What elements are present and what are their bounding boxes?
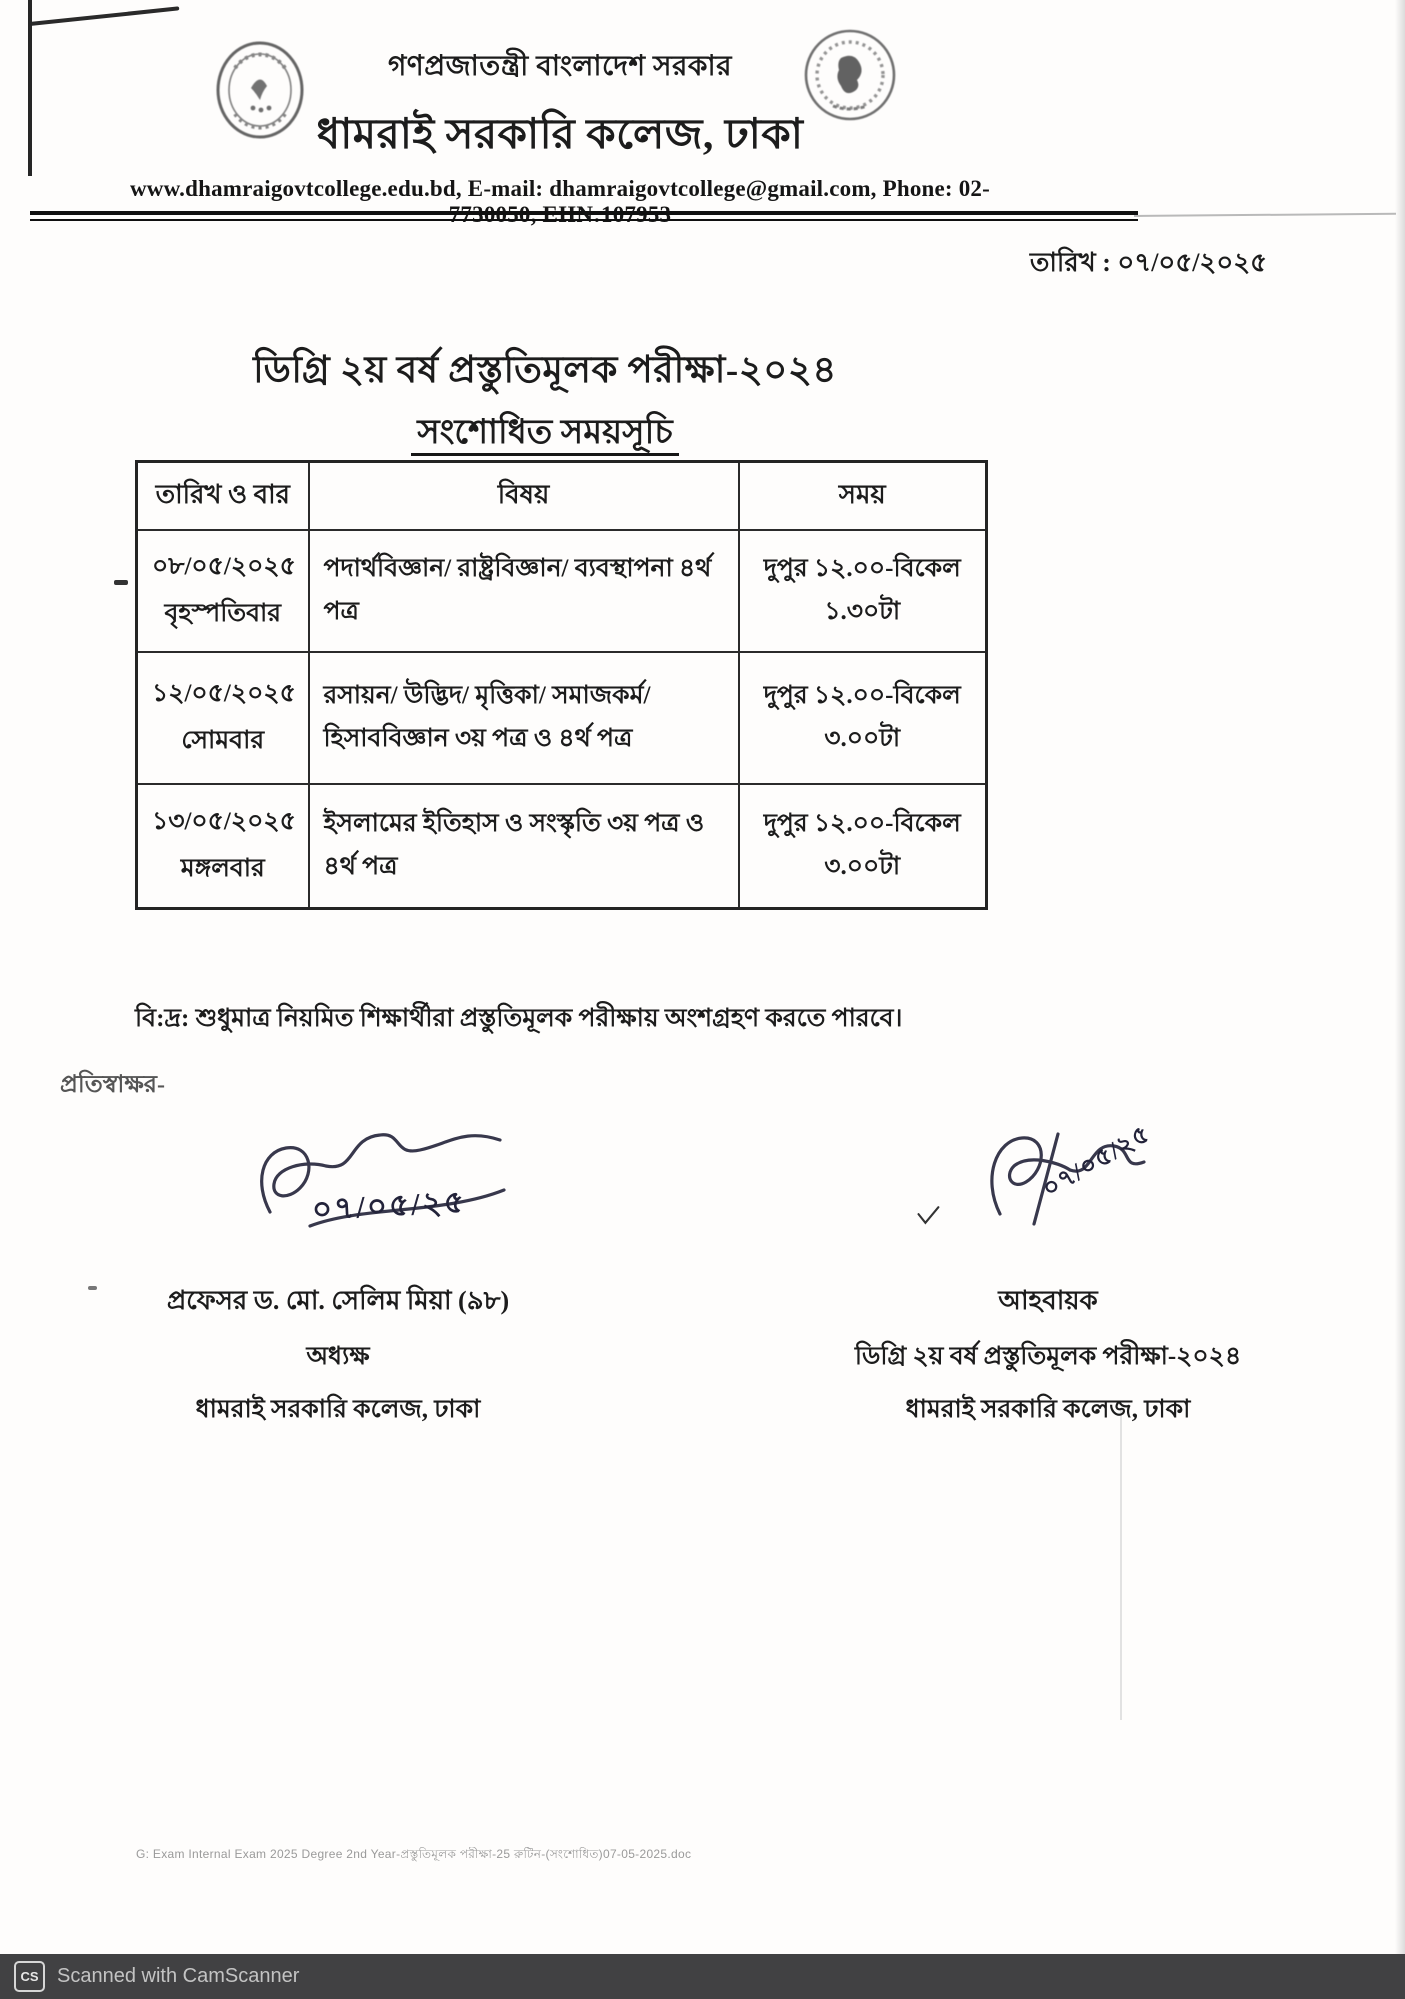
camscanner-watermark-bar	[0, 1954, 1405, 1999]
camscanner-logo: CS	[14, 1961, 45, 1992]
table-row	[137, 652, 987, 784]
column-header-time: সময়	[739, 462, 987, 531]
convener-committee: ডিগ্রি ২য় বর্ষ প্রস্তুতিমূলক পরীক্ষা-২০২৪	[854, 1343, 1242, 1370]
convener-signatory-block	[828, 1280, 1268, 1432]
table-header-row	[137, 462, 987, 531]
principal-institution: ধামরাই সরকারি কলেজ, ঢাকা	[195, 1396, 481, 1423]
cell-subject: ইসলামের ইতিহাস ও সংস্কৃতি ৩য় পত্র ও ৪র্থ পত্র	[309, 784, 739, 909]
column-header-date-day: তারিখ ও বার	[137, 462, 309, 531]
scan-artifact-dash	[88, 1286, 97, 1290]
cell-time: দুপুর ১২.০০-বিকেল ৩.০০টা	[739, 784, 987, 909]
document-title: ডিগ্রি ২য় বর্ষ প্রস্তুতিমূলক পরীক্ষা-২০২৪	[253, 350, 837, 391]
exam-date: ১৩/০৫/২০২৫	[152, 808, 296, 835]
college-logo	[215, 40, 305, 140]
exam-day: সোমবার	[181, 727, 265, 754]
scan-artifact-streak	[1120, 1410, 1122, 1720]
document-subtitle-text: সংশোধিত সময়সূচি	[411, 414, 678, 456]
camscanner-label: Scanned with CamScanner	[57, 1965, 300, 1987]
scan-artifact-left-line	[28, 0, 32, 176]
convener-designation: আহবায়ক	[998, 1286, 1098, 1315]
scan-artifact-dash	[114, 580, 128, 585]
header-divider-extension	[1134, 213, 1396, 217]
exam-day: বৃহস্পতিবার	[164, 600, 282, 627]
principal-designation: অধ্যক্ষ	[306, 1343, 370, 1370]
exam-date: ১২/০৫/২০২৫	[152, 680, 296, 707]
document-subtitle	[135, 406, 955, 463]
government-line: গণপ্রজাতন্ত্রী বাংলাদেশ সরকার	[387, 51, 733, 82]
note-text: বি:দ্র: শুধুমাত্র নিয়মিত শিক্ষার্থীরা প্রস্তুতিমূলক পরীক্ষায় অংশগ্রহণ করতে পারবে।	[135, 1005, 903, 1032]
scan-artifact-right-edge	[1395, 0, 1405, 1999]
government-seal-logo	[803, 28, 898, 123]
issue-date: তারিখ : ০৭/০৫/২০২৫	[1029, 248, 1267, 277]
contact-line: www.dhamraigovtcollege.edu.bd, E-mail: dhamraigovtcollege@gmail.com, Phone: 02-7730050, EIIN:107953	[129, 176, 990, 227]
exam-date: ০৮/০৫/২০২৫	[152, 553, 296, 580]
cell-date-day	[137, 784, 309, 909]
column-header-subject: বিষয়	[309, 462, 739, 531]
principal-signature-date: ০৭/০৫/২৫	[311, 1183, 467, 1228]
check-mark	[915, 1203, 941, 1227]
header-divider	[30, 211, 1138, 221]
principal-name: প্রফেসর ড. মো. সেলিম মিয়া (৯৮)	[166, 1286, 510, 1315]
college-name: ধামরাই সরকারি কলেজ, ঢাকা	[316, 112, 804, 158]
convener-institution: ধামরাই সরকারি কলেজ, ঢাকা	[905, 1396, 1191, 1423]
principal-signatory-block	[118, 1280, 558, 1432]
cell-date-day	[137, 530, 309, 652]
cell-time: দুপুর ১২.০০-বিকেল ১.৩০টা	[739, 530, 987, 652]
cell-time: দুপুর ১২.০০-বিকেল ৩.০০টা	[739, 652, 987, 784]
cell-date-day	[137, 652, 309, 784]
cell-subject: রসায়ন/ উদ্ভিদ/ মৃত্তিকা/ সমাজকর্ম/ হিসাববিজ্ঞান ৩য় পত্র ও ৪র্থ পত্র	[309, 652, 739, 784]
scan-artifact-top-line	[30, 6, 180, 26]
cell-subject: পদার্থবিজ্ঞান/ রাষ্ট্রবিজ্ঞান/ ব্যবস্থাপনা ৪র্থ পত্র	[309, 530, 739, 652]
table-row	[137, 530, 987, 652]
countersign-label: প্রতিস্বাক্ষর-	[60, 1072, 165, 1098]
exam-day: মঙ্গলবার	[180, 855, 265, 882]
convener-signature-date: ০৭/০৫/২৫	[1038, 1120, 1155, 1204]
footer-filename: G: Exam Internal Exam 2025 Degree 2nd Year-প্রস্তুতিমূলক পরীক্ষা-25 রুটিন-(সংশোধিত)07-05-2025.doc	[136, 1847, 692, 1861]
table-row	[137, 784, 987, 909]
letterhead	[300, 44, 820, 172]
exam-schedule-table	[135, 460, 988, 910]
